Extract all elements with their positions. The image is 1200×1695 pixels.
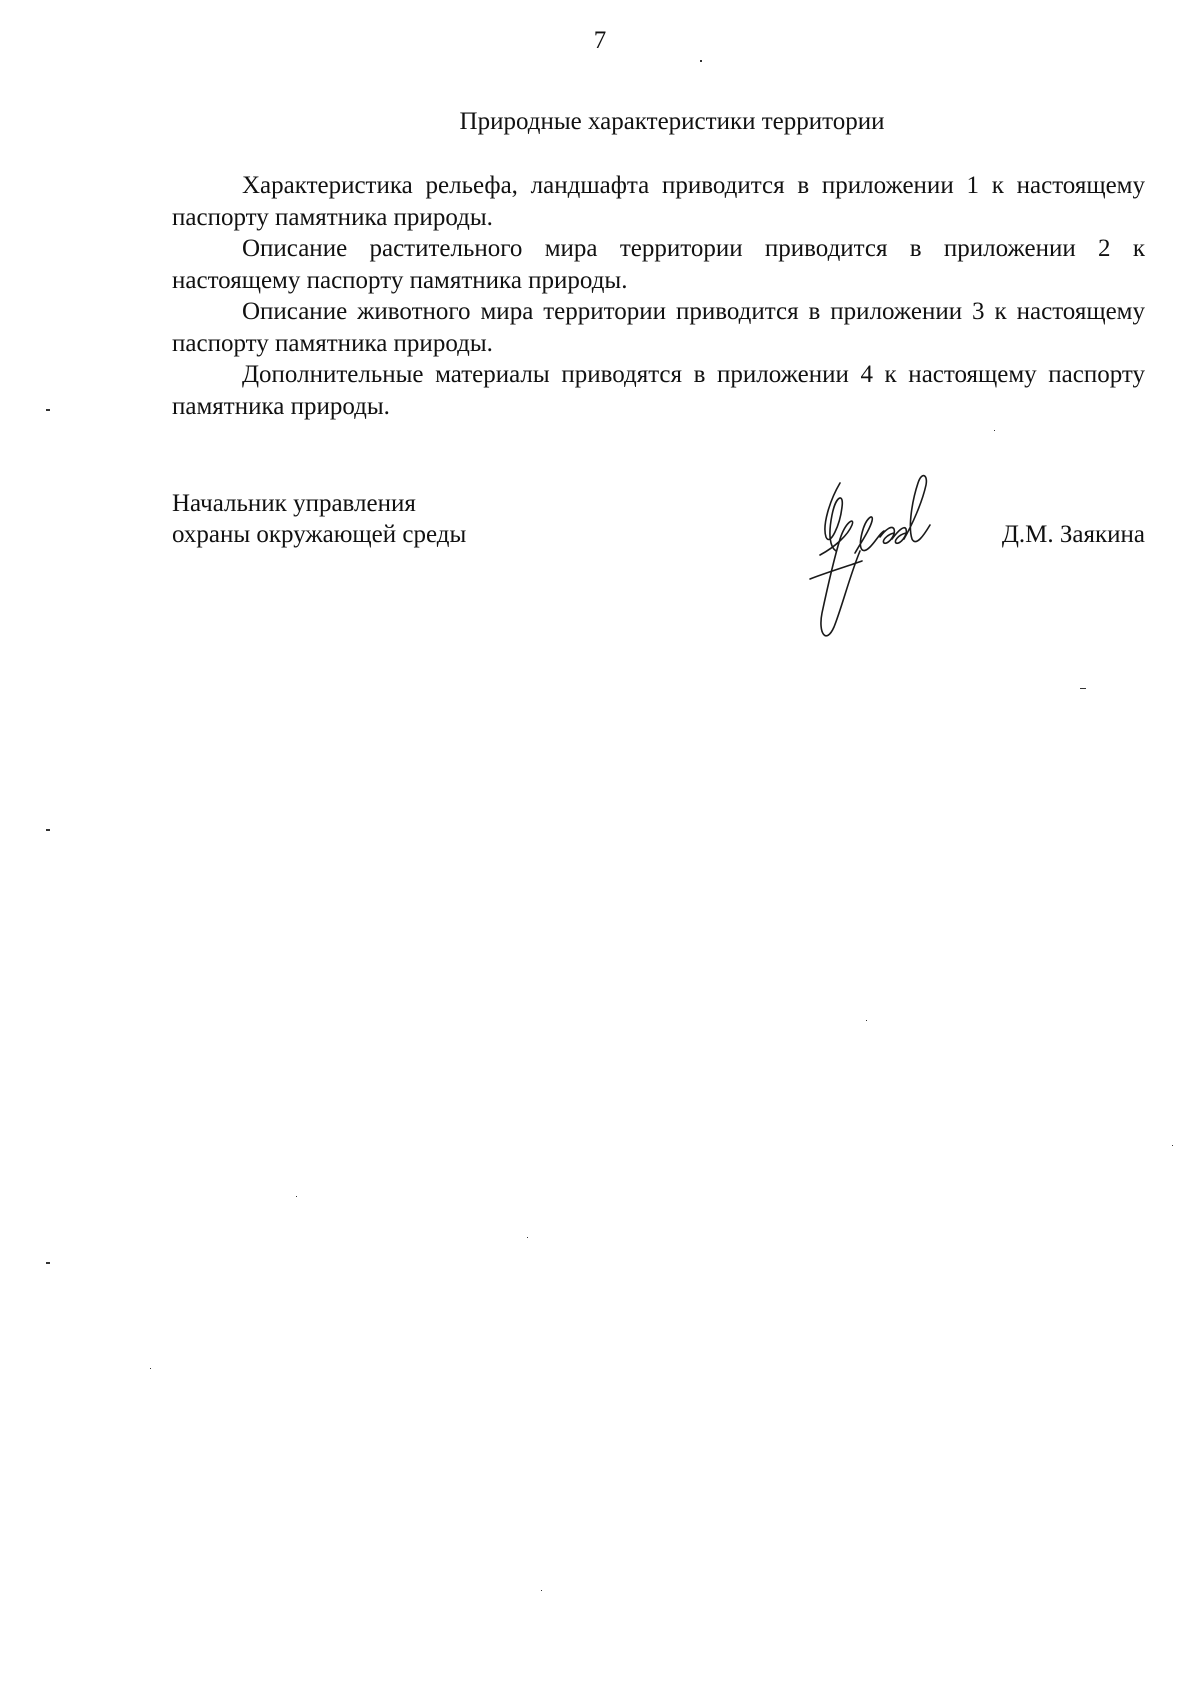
page-number: 7 bbox=[593, 27, 607, 54]
signatory-position-line-2: охраны окружающей среды bbox=[172, 521, 467, 548]
signatory-position-line-1: Начальник управления bbox=[172, 490, 416, 517]
handwritten-signature bbox=[800, 455, 950, 655]
signatory-position bbox=[172, 488, 466, 550]
paragraph-relief: Характеристика рельефа, ландшафта приводится в приложении 1 к настоящему паспорту памятника природы. bbox=[172, 172, 1145, 231]
signatory-name: Д.М. Заякина bbox=[1001, 521, 1145, 548]
paragraph-fauna: Описание животного мира территории приводится в приложении 3 к настоящему паспорту памятника природы. bbox=[172, 298, 1145, 357]
paragraph-flora: Описание растительного мира территории приводится в приложении 2 к настоящему паспорту памятника природы. bbox=[172, 235, 1145, 294]
body-text bbox=[172, 170, 1145, 422]
section-title: Природные характеристики территории bbox=[459, 108, 885, 135]
paragraph-additional: Дополнительные материалы приводятся в приложении 4 к настоящему паспорту памятника природы. bbox=[172, 361, 1145, 420]
